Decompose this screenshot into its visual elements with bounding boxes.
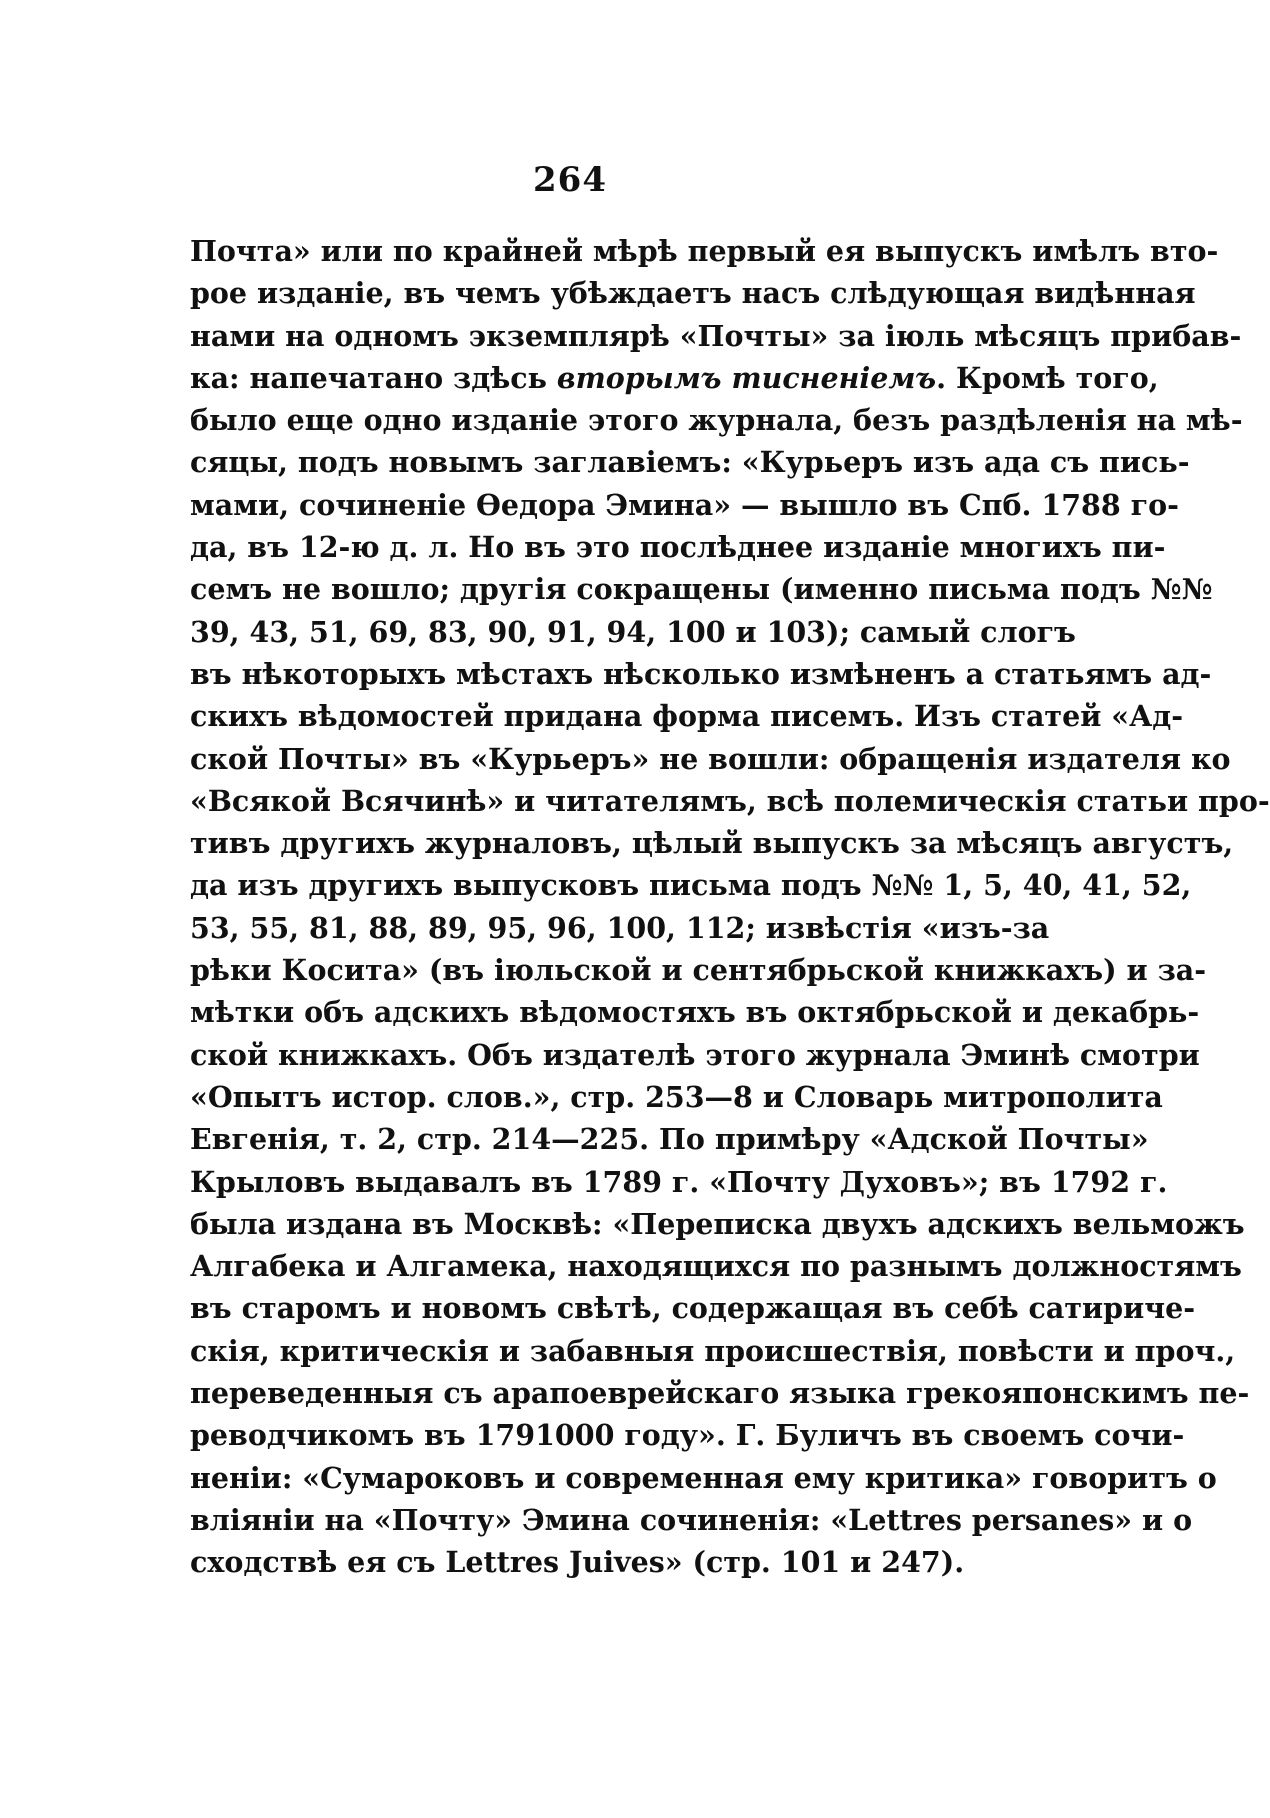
text-line: скихъ вѣдомостей придана форма писемъ. Изъ статей «Ад- — [190, 699, 1184, 734]
text-line: было еще одно изданіе этого журнала, безъ раздѣленія на мѣ- — [190, 403, 1243, 438]
text-line: нами на одномъ экземплярѣ «Почты» за іюль мѣсяцъ прибав- — [190, 318, 1242, 353]
text-line: Крыловъ выдавалъ въ 1789 г. «Почту Духовъ»; въ 1792 г. — [190, 1164, 1168, 1199]
text-line: неніи: «Сумароковъ и современная ему критика» говоритъ о — [190, 1460, 1217, 1495]
text-line: Почта» или по крайней мѣрѣ первый ея выпускъ имѣлъ вто- — [190, 234, 1219, 268]
text-line: да, въ 12-ю д. л. Но въ это послѣднее изданіе многихъ пи- — [190, 530, 1166, 565]
text-line: Алгабека и Алгамека, находящихся по разнымъ должностямъ — [190, 1249, 1242, 1284]
text-line: сходствѣ ея съ Lettres Juives» (стр. 101 и 247). — [190, 1545, 965, 1580]
page-number: 264 — [533, 160, 607, 200]
body-text — [190, 230, 1270, 1584]
text-line: сяцы, подъ новымъ заглавіемъ: «Курьеръ изъ ада съ пись- — [190, 445, 1190, 480]
text-line: вліяніи на «Почту» Эмина сочиненія: «Lettres persanes» и о — [190, 1502, 1193, 1537]
italic-phrase: вторымъ тисненіемъ — [556, 360, 937, 395]
text-line: тивъ другихъ журналовъ, цѣлый выпускъ за мѣсяцъ августъ, — [190, 826, 1234, 861]
text-line: скія, критическія и забавныя происшествія, повѣсти и проч., — [190, 1333, 1236, 1368]
text-line: Евгенія, т. 2, стр. 214—225. По примѣру «Адской Почты» — [190, 1122, 1149, 1157]
text-line: «Всякой Всячинѣ» и читателямъ, всѣ полемическія статьи про- — [190, 783, 1270, 818]
text-line: «Опытъ истор. слов.», стр. 253—8 и Словарь митрополита — [190, 1079, 1163, 1114]
text-line: ской книжкахъ. Объ издателѣ этого журнала Эминѣ смотри — [190, 1037, 1200, 1072]
text-line: реводчикомъ въ 1791000 году». Г. Буличъ въ своемъ сочи- — [190, 1418, 1185, 1453]
text-line: въ нѣкоторыхъ мѣстахъ нѣсколько измѣненъ а статьямъ ад- — [190, 656, 1212, 691]
text-line: переведенныя съ арапоеврейскаго языка грекояпонскимъ пе- — [190, 1376, 1250, 1411]
text-line: ка: напечатано здѣсь вторымъ тисненіемъ. Кромѣ того, — [190, 360, 1159, 395]
text-line: въ старомъ и новомъ свѣтѣ, содержащая въ себѣ сатириче- — [190, 1291, 1196, 1326]
text-line: семъ не вошло; другія сокращены (именно письма подъ №№ — [190, 572, 1213, 607]
text-line: 53, 55, 81, 88, 89, 95, 96, 100, 112; извѣстія «изъ-за — [190, 910, 1050, 945]
text-line: ской Почты» въ «Курьеръ» не вошли: обращенія издателя ко — [190, 741, 1231, 776]
text-line: рое изданіе, въ чемъ убѣждаетъ насъ слѣдующая видѣнная — [190, 276, 1196, 311]
text-line: рѣки Косита» (въ іюльской и сентябрьской книжкахъ) и за- — [190, 953, 1207, 988]
text-line: мами, сочиненіе Ѳедора Эмина» — вышло въ Спб. 1788 го- — [190, 487, 1179, 522]
text-line: была издана въ Москвѣ: «Переписка двухъ адскихъ вельможъ — [190, 1206, 1245, 1241]
text-line: 39, 43, 51, 69, 83, 90, 91, 94, 100 и 103); самый слогъ — [190, 614, 1076, 649]
text-line: да изъ другихъ выпусковъ письма подъ №№ 1, 5, 40, 41, 52, — [190, 868, 1192, 903]
text-line: мѣтки объ адскихъ вѣдомостяхъ въ октябрьской и декабрь- — [190, 995, 1200, 1030]
